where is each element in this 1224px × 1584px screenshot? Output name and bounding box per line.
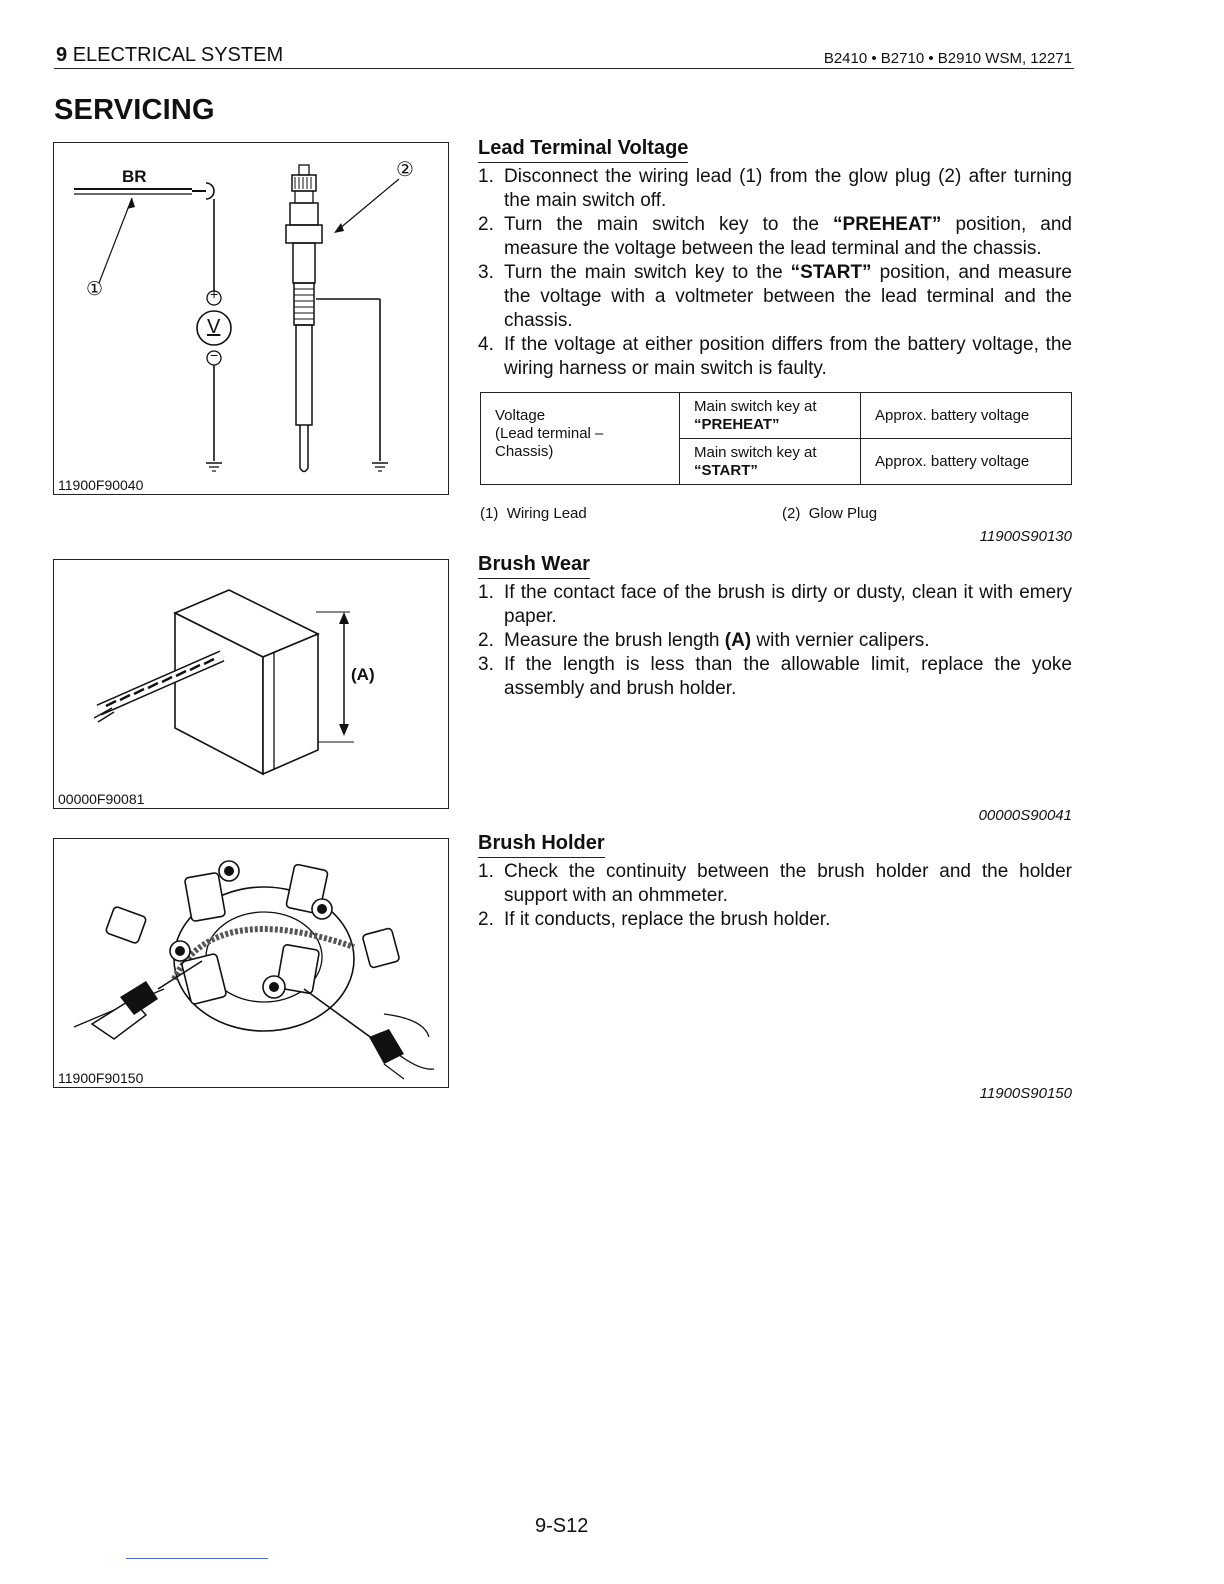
plus-symbol: +: [210, 286, 219, 302]
figure-brush: [53, 559, 449, 809]
minus-symbol: −: [210, 347, 219, 363]
step-number: 1.: [478, 582, 494, 603]
legend-item: [480, 505, 587, 522]
glow-plug-diagram: [54, 143, 448, 494]
legend-number: (1): [480, 505, 499, 522]
brush-wear-heading-wrap: [478, 553, 590, 579]
chapter-title: ELECTRICAL SYSTEM: [72, 44, 284, 66]
spec-value-cell: Approx. battery voltage: [861, 439, 1072, 485]
reference-code: 00000S90041: [978, 807, 1072, 824]
step-text: If the contact face of the brush is dirty or dusty, clean it with emery paper.: [504, 582, 1072, 627]
step-text-bold: “START”: [790, 262, 872, 283]
figure-code: 11900F90150: [58, 1070, 144, 1086]
condition-key: “PREHEAT”: [694, 415, 780, 433]
step: [478, 261, 1072, 333]
step-number: 4.: [478, 334, 494, 355]
step: [478, 165, 1072, 213]
legend-label: Wiring Lead: [506, 505, 587, 522]
lead-terminal-steps: [478, 165, 1072, 381]
step-number: 3.: [478, 262, 494, 283]
spec-label-line: (Lead terminal –: [495, 425, 604, 442]
brush-holder-diagram: [54, 839, 448, 1087]
step-text-pre: Turn the main switch key to the: [504, 214, 834, 235]
step-text: Check the continuity between the brush holder and the holder support with an ohmmeter.: [504, 861, 1072, 906]
figure-brush-holder: [53, 838, 449, 1088]
header-rule: [54, 68, 1074, 69]
lead-terminal-heading-wrap: [478, 137, 688, 163]
dimension-a-label: (A): [351, 665, 375, 684]
step-text-bold: (A): [724, 630, 752, 651]
legend-label: Glow Plug: [808, 505, 878, 522]
step-number: 1.: [478, 861, 494, 882]
chapter-number: 9: [56, 44, 68, 66]
legend-item: [782, 505, 877, 522]
step: [478, 333, 1072, 381]
callout-1: ①: [86, 279, 104, 300]
voltage-spec-table: [480, 392, 1072, 485]
condition-line: Main switch key at: [694, 443, 817, 461]
step-text: If the length is less than the allowable limit, replace the yoke assembly and brush holder.: [504, 654, 1072, 699]
figure-code: 11900F90040: [58, 477, 144, 493]
step-number: 3.: [478, 654, 494, 675]
spec-label-cell: [481, 393, 680, 485]
step-number: 1.: [478, 166, 494, 187]
chapter-heading: [56, 44, 283, 67]
voltmeter-symbol: V: [207, 316, 221, 338]
step: [478, 581, 1072, 629]
step: [478, 860, 1072, 908]
condition-key: “START”: [694, 461, 758, 479]
figure-code: 00000F90081: [58, 791, 145, 807]
br-label: BR: [122, 167, 147, 186]
step-text-post: with vernier calipers.: [751, 630, 930, 651]
step: [478, 213, 1072, 261]
step-text-post: position, and measure the voltage between the lead terminal and the chassis.: [504, 214, 1072, 259]
spec-value-cell: Approx. battery voltage: [861, 393, 1072, 439]
page-number: 9-S12: [535, 1515, 589, 1537]
spec-condition-cell: [680, 393, 861, 439]
brush-holder-heading-wrap: [478, 832, 605, 858]
spec-label-line: Chassis): [495, 443, 554, 460]
step-text: If it conducts, replace the brush holder.: [504, 909, 831, 930]
step: [478, 908, 1072, 932]
step-text: Disconnect the wiring lead (1) from the glow plug (2) after turning the main switch off.: [504, 166, 1072, 211]
footer-divider: [126, 1558, 268, 1559]
step-number: 2.: [478, 630, 494, 651]
step-text-pre: Measure the brush length: [504, 630, 725, 651]
step-number: 2.: [478, 909, 494, 930]
brush-wear-steps: [478, 581, 1072, 701]
step-number: 2.: [478, 214, 494, 235]
step: [478, 653, 1072, 701]
step-text-pre: Turn the main switch key to the: [504, 262, 791, 283]
step-text-bold: “PREHEAT”: [833, 214, 942, 235]
lead-terminal-title: Lead Terminal Voltage: [478, 137, 688, 163]
spec-label-line: Voltage: [495, 407, 546, 424]
brush-holder-steps: [478, 860, 1072, 932]
table-row: [481, 393, 1072, 439]
step-text: If the voltage at either position differs from the battery voltage, the wiring harness or main switch is faulty.: [504, 334, 1072, 379]
reference-code: 11900S90130: [979, 528, 1072, 545]
legend-number: (2): [782, 505, 801, 522]
model-info: B2410 • B2710 • B2910 WSM, 12271: [823, 50, 1072, 67]
page-title: SERVICING: [54, 94, 215, 126]
step: [478, 629, 1072, 653]
figure-glow-plug-circuit: [53, 142, 449, 495]
brush-holder-title: Brush Holder: [478, 832, 605, 858]
step-text-post: position, and measure the voltage with a voltmeter between the lead terminal and the chassis.: [504, 262, 1072, 331]
reference-code: 11900S90150: [979, 1085, 1072, 1102]
brush-diagram: [54, 560, 448, 808]
spec-condition-cell: [680, 439, 861, 485]
callout-2: ②: [396, 159, 414, 181]
brush-wear-title: Brush Wear: [478, 553, 590, 579]
condition-line: Main switch key at: [694, 397, 817, 415]
